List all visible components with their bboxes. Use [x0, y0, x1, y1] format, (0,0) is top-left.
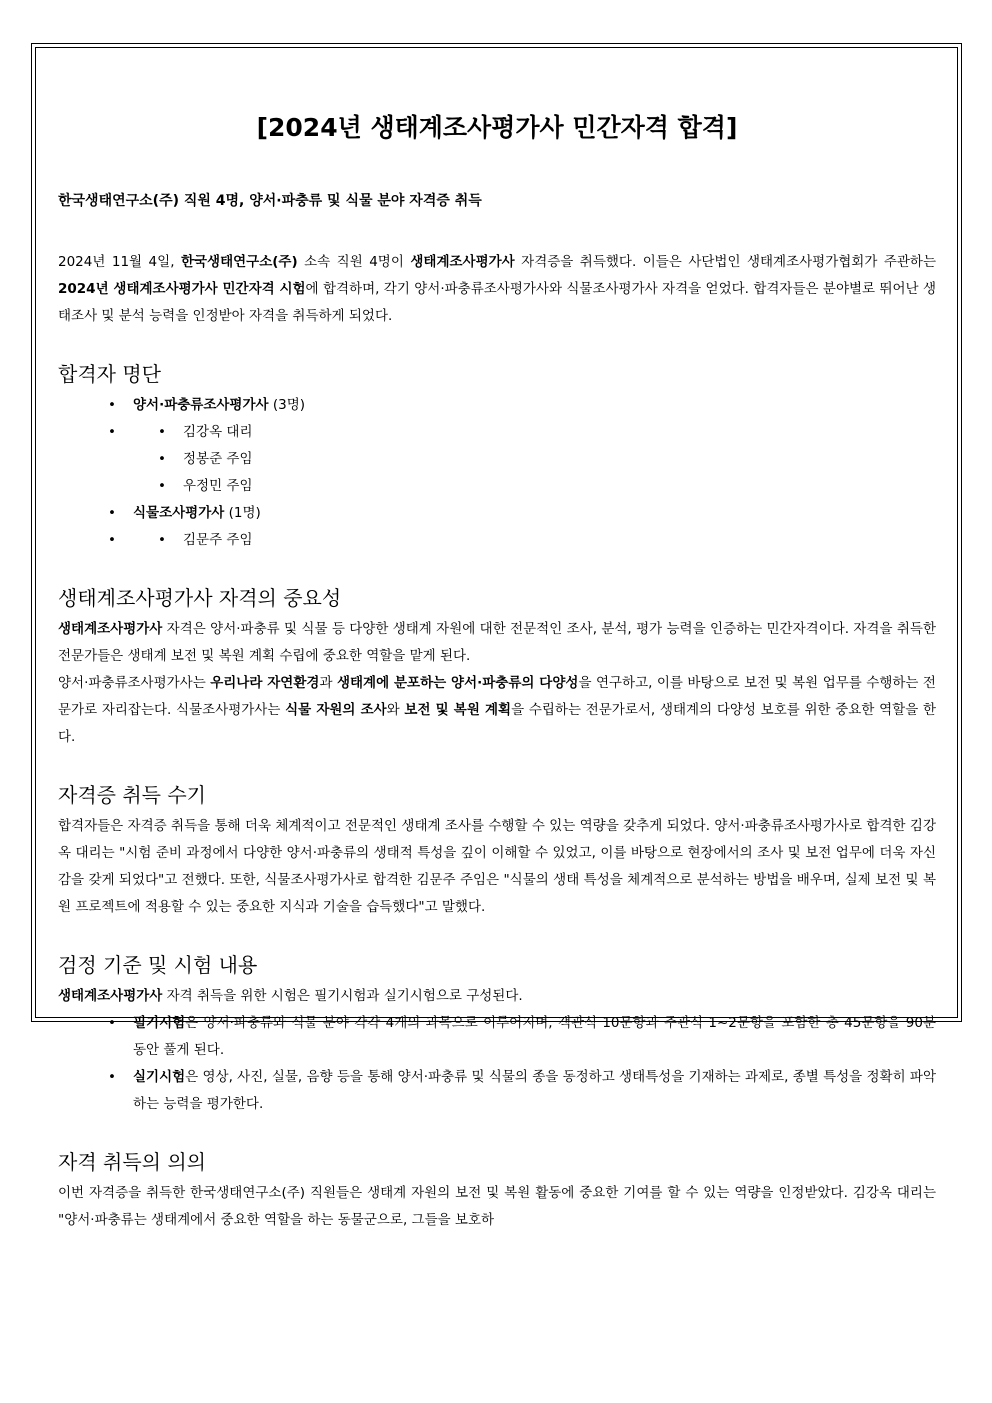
significance-heading: 자격 취득의 의의	[58, 1150, 206, 1174]
exam-heading: 검정 기준 및 시험 내용	[58, 953, 258, 977]
importance-heading: 생태계조사평가사 자격의 중요성	[58, 586, 342, 610]
significance-paragraph: 이번 자격증을 취득한 한국생태연구소(주) 직원들은 생태계 자원의 보전 및 복원 활동에 중요한 기여를 할 수 있는 역량을 인정받았다. 김강옥 대리는 "양서·파충류는 생태계에서 중요한 역할을 하는 동물군으로, 그들을 보호하	[58, 1185, 936, 1228]
list-item: • 필기시험은 양서·파충류와 식물 분야 각각 4개의 과목으로 이루어지며, 객관식 10문항과 주관식 1~2문항을 포함한 총 45문항을 90분 동안 풀게 된다.	[58, 1010, 936, 1064]
exam-list	[58, 1010, 936, 1118]
list-item	[58, 419, 936, 500]
list-item: • 정봉준 주임	[58, 446, 936, 473]
document-subtitle: 한국생태연구소(주) 직원 4명, 양서·파충류 및 식물 분야 자격증 취득	[58, 193, 482, 209]
list-item: • 양서·파충류조사평가사 (3명)	[58, 392, 936, 419]
review-paragraph: 합격자들은 자격증 취득을 통해 더욱 체계적이고 전문적인 생태계 조사를 수행할 수 있는 역량을 갖추게 되었다. 양서·파충류조사평가사로 합격한 김강옥 대리는 "시험 준비 과정에서 다양한 양서·파충류의 생태적 특성을 깊이 이해할 수 있었고, 이를 바탕으로 현장에서의 조사 및 보전 업무에 더욱 자신감을 갖게 되었다"고 전했다. 또한, 식물조사평가사로 합격한 김문주 주임은 "식물의 생태 특성을 체계적으로 분석하는 방법을 배우며, 실제 보전 및 복원 프로젝트에 적용할 수 있는 중요한 지식과 기술을 습득했다"고 말했다.	[58, 818, 936, 915]
passers-heading: 합격자 명단	[58, 362, 161, 386]
intro-paragraph: 2024년 11월 4일, 한국생태연구소(주) 소속 직원 4명이 생태계조사평가사 자격증을 취득했다. 이들은 사단법인 생태계조사평가협회가 주관하는 2024년 생태계조사평가사 민간자격 시험에 합격하며, 각기 양서·파충류조사평가사와 식물조사평가사 자격을 얻었다. 합격자들은 분야별로 뛰어난 생태조사 및 분석 능력을 인정받아 자격을 취득하게 되었다.	[58, 254, 936, 324]
passers-list	[58, 392, 936, 554]
document-body	[58, 108, 936, 1234]
importance-paragraph-2: 양서·파충류조사평가사는 우리나라 자연환경과 생태계에 분포하는 양서·파충류의 다양성을 연구하고, 이를 바탕으로 보전 및 복원 업무를 수행하는 전문가로 자리잡는다. 식물조사평가사는 식물 자원의 조사와 보전 및 복원 계획을 수립하는 전문가로서, 생태계의 다양성 보호를 위한 중요한 역할을 한다.	[58, 675, 937, 745]
list-item: • 식물조사평가사 (1명)	[58, 500, 936, 527]
list-item: • 실기시험은 영상, 사진, 실물, 음향 등을 통해 양서·파충류 및 식물의 종을 동정하고 생태특성을 기재하는 과제로, 종별 특성을 정확히 파악하는 능력을 평가한다.	[58, 1064, 936, 1118]
list-item	[58, 527, 936, 554]
importance-paragraph-1: 생태계조사평가사 자격은 양서·파충류 및 식물 등 다양한 생태계 자원에 대한 전문적인 조사, 분석, 평가 능력을 인증하는 민간자격이다. 자격을 취득한 전문가들은 생태계 보전 및 복원 계획 수립에 중요한 역할을 맡게 된다.	[58, 621, 936, 664]
exam-intro: 생태계조사평가사 자격 취득을 위한 시험은 필기시험과 실기시험으로 구성된다.	[58, 988, 523, 1004]
list-item: • • 김문주 주임	[58, 527, 936, 554]
review-heading: 자격증 취득 수기	[58, 783, 206, 807]
list-item: • 우정민 주임	[58, 473, 936, 500]
list-item: • • 김강옥 대리	[58, 419, 936, 446]
document-title: [2024년 생태계조사평가사 민간자격 합격]	[256, 113, 738, 142]
